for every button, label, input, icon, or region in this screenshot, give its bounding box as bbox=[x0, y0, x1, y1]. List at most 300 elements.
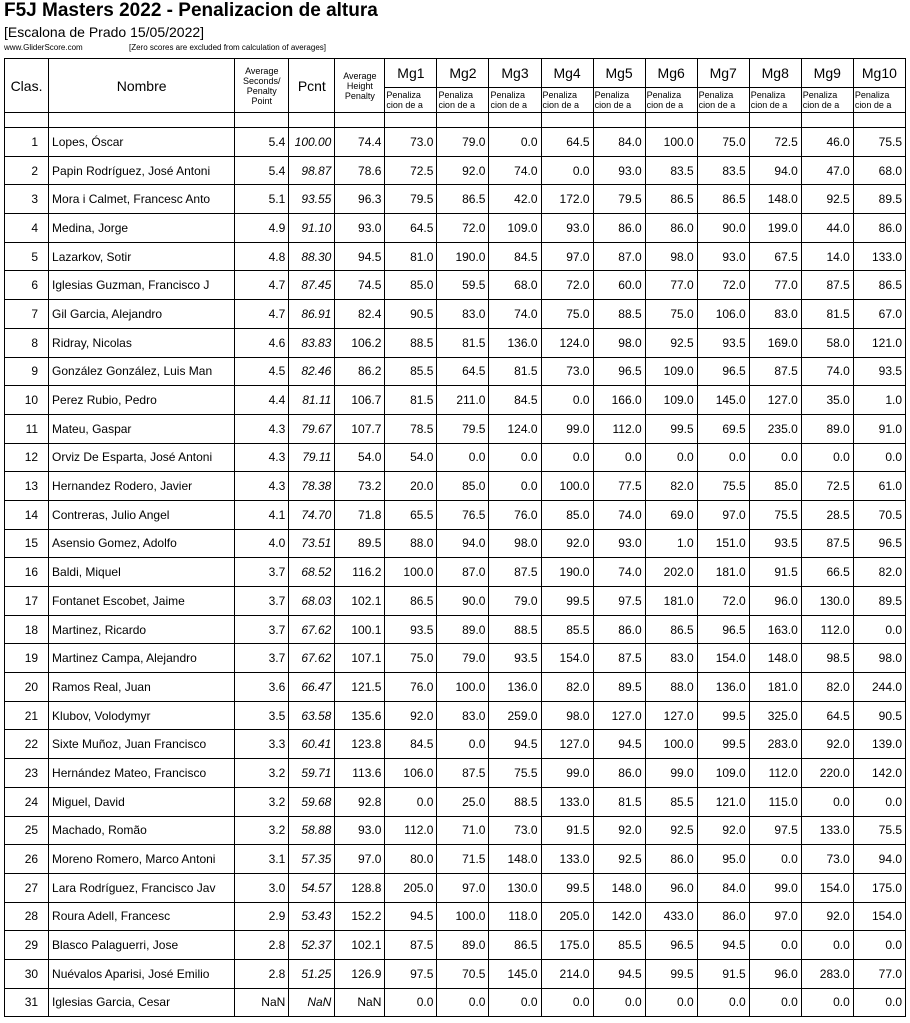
avg-height-cell: 94.5 bbox=[335, 242, 385, 271]
pilot-name-cell: González González, Luis Man bbox=[49, 357, 235, 386]
round-score-cell: 92.0 bbox=[801, 730, 853, 759]
round-score-cell: 68.0 bbox=[489, 271, 541, 300]
round-score-cell: 0.0 bbox=[541, 386, 593, 415]
round-score-cell: 82.0 bbox=[541, 673, 593, 702]
round-score-cell: 96.5 bbox=[697, 615, 749, 644]
round-score-cell: 99.0 bbox=[541, 414, 593, 443]
round-score-cell: 136.0 bbox=[489, 328, 541, 357]
round-score-cell: 100.0 bbox=[645, 730, 697, 759]
pcnt-cell: 82.46 bbox=[289, 357, 335, 386]
avg-seconds-cell: 4.3 bbox=[235, 472, 289, 501]
round-score-cell: 100.0 bbox=[645, 128, 697, 157]
round-score-cell: 86.0 bbox=[697, 902, 749, 931]
round-score-cell: 91.0 bbox=[853, 414, 905, 443]
table-row bbox=[5, 730, 906, 759]
avg-height-cell: 123.8 bbox=[335, 730, 385, 759]
pilot-name-cell: Gil Garcia, Alejandro bbox=[49, 300, 235, 329]
avg-height-cell: 93.0 bbox=[335, 214, 385, 243]
round-score-cell: 91.5 bbox=[541, 816, 593, 845]
rank-cell: 2 bbox=[5, 156, 49, 185]
round-score-cell: 90.5 bbox=[385, 300, 437, 329]
avg-seconds-cell: 4.3 bbox=[235, 414, 289, 443]
spacer-row bbox=[5, 113, 906, 128]
round-score-cell: 73.0 bbox=[489, 816, 541, 845]
round-score-cell: 154.0 bbox=[801, 873, 853, 902]
round-score-cell: 127.0 bbox=[593, 701, 645, 730]
round-score-cell: 0.0 bbox=[385, 787, 437, 816]
avg-seconds-cell: 3.5 bbox=[235, 701, 289, 730]
round-score-cell: 0.0 bbox=[489, 472, 541, 501]
avg-height-cell: 102.1 bbox=[335, 587, 385, 616]
round-score-cell: 211.0 bbox=[437, 386, 489, 415]
round-score-cell: 92.5 bbox=[645, 328, 697, 357]
pilot-name-cell: Hernandez Rodero, Javier bbox=[49, 472, 235, 501]
round-score-cell: 76.0 bbox=[385, 673, 437, 702]
round-score-cell: 96.5 bbox=[645, 931, 697, 960]
round-score-cell: 93.5 bbox=[385, 615, 437, 644]
avg-height-cell: NaN bbox=[335, 988, 385, 1017]
round-score-cell: 46.0 bbox=[801, 128, 853, 157]
pilot-name-cell: Orviz De Esparta, José Antoni bbox=[49, 443, 235, 472]
round-score-cell: 89.5 bbox=[853, 587, 905, 616]
round-score-cell: 148.0 bbox=[489, 845, 541, 874]
round-score-cell: 190.0 bbox=[541, 558, 593, 587]
round-score-cell: 175.0 bbox=[853, 873, 905, 902]
round-score-cell: 85.0 bbox=[437, 472, 489, 501]
avg-seconds-cell: 2.9 bbox=[235, 902, 289, 931]
avg-height-cell: 152.2 bbox=[335, 902, 385, 931]
round-score-cell: 96.5 bbox=[853, 529, 905, 558]
round-score-cell: 175.0 bbox=[541, 931, 593, 960]
table-row bbox=[5, 500, 906, 529]
averages-note: [Zero scores are excluded from calculation of averages] bbox=[129, 43, 326, 52]
rank-cell: 14 bbox=[5, 500, 49, 529]
avg-height-cell: 92.8 bbox=[335, 787, 385, 816]
round-score-cell: 118.0 bbox=[489, 902, 541, 931]
table-row bbox=[5, 816, 906, 845]
pcnt-cell: NaN bbox=[289, 988, 335, 1017]
round-score-cell: 0.0 bbox=[801, 988, 853, 1017]
round-score-cell: 93.5 bbox=[697, 328, 749, 357]
round-score-cell: 127.0 bbox=[749, 386, 801, 415]
pilot-name-cell: Perez Rubio, Pedro bbox=[49, 386, 235, 415]
avg-height-cell: 113.6 bbox=[335, 759, 385, 788]
rank-cell: 18 bbox=[5, 615, 49, 644]
col-round: Mg3 bbox=[489, 59, 541, 88]
round-score-cell: 124.0 bbox=[541, 328, 593, 357]
round-score-cell: 68.0 bbox=[853, 156, 905, 185]
round-score-cell: 85.5 bbox=[541, 615, 593, 644]
rank-cell: 24 bbox=[5, 787, 49, 816]
round-score-cell: 112.0 bbox=[385, 816, 437, 845]
table-row bbox=[5, 587, 906, 616]
round-score-cell: 82.0 bbox=[853, 558, 905, 587]
round-score-cell: 88.0 bbox=[645, 673, 697, 702]
round-score-cell: 88.5 bbox=[593, 300, 645, 329]
avg-seconds-cell: 5.4 bbox=[235, 156, 289, 185]
round-score-cell: 154.0 bbox=[541, 644, 593, 673]
col-round: Mg10 bbox=[853, 59, 905, 88]
round-score-cell: 95.0 bbox=[697, 845, 749, 874]
round-score-cell: 87.5 bbox=[801, 529, 853, 558]
round-score-cell: 14.0 bbox=[801, 242, 853, 271]
round-score-cell: 0.0 bbox=[489, 128, 541, 157]
round-score-cell: 133.0 bbox=[541, 787, 593, 816]
round-score-cell: 69.5 bbox=[697, 414, 749, 443]
table-row bbox=[5, 787, 906, 816]
round-score-cell: 127.0 bbox=[541, 730, 593, 759]
round-score-cell: 98.5 bbox=[801, 644, 853, 673]
round-score-cell: 94.5 bbox=[593, 959, 645, 988]
rank-cell: 6 bbox=[5, 271, 49, 300]
avg-seconds-cell: 2.8 bbox=[235, 931, 289, 960]
round-score-cell: 86.0 bbox=[593, 615, 645, 644]
rank-cell: 19 bbox=[5, 644, 49, 673]
round-score-cell: 74.0 bbox=[489, 300, 541, 329]
round-score-cell: 73.0 bbox=[385, 128, 437, 157]
round-score-cell: 87.5 bbox=[489, 558, 541, 587]
col-round-sub: Penaliza cion de a bbox=[697, 88, 749, 113]
round-score-cell: 86.5 bbox=[489, 931, 541, 960]
round-score-cell: 0.0 bbox=[489, 443, 541, 472]
round-score-cell: 72.0 bbox=[697, 271, 749, 300]
col-nombre: Nombre bbox=[49, 59, 235, 113]
round-score-cell: 79.5 bbox=[593, 185, 645, 214]
col-round-sub: Penaliza cion de a bbox=[489, 88, 541, 113]
round-score-cell: 0.0 bbox=[749, 443, 801, 472]
avg-height-cell: 100.1 bbox=[335, 615, 385, 644]
round-score-cell: 82.0 bbox=[801, 673, 853, 702]
table-row bbox=[5, 701, 906, 730]
round-score-cell: 0.0 bbox=[645, 988, 697, 1017]
round-score-cell: 88.0 bbox=[385, 529, 437, 558]
round-score-cell: 139.0 bbox=[853, 730, 905, 759]
avg-height-cell: 121.5 bbox=[335, 673, 385, 702]
round-score-cell: 83.0 bbox=[437, 300, 489, 329]
round-score-cell: 79.0 bbox=[489, 587, 541, 616]
pilot-name-cell: Machado, Romão bbox=[49, 816, 235, 845]
round-score-cell: 64.5 bbox=[541, 128, 593, 157]
round-score-cell: 99.0 bbox=[541, 759, 593, 788]
round-score-cell: 86.5 bbox=[645, 185, 697, 214]
round-score-cell: 85.0 bbox=[749, 472, 801, 501]
round-score-cell: 79.0 bbox=[437, 128, 489, 157]
avg-height-cell: 86.2 bbox=[335, 357, 385, 386]
table-row bbox=[5, 615, 906, 644]
table-row bbox=[5, 873, 906, 902]
avg-seconds-cell: 2.8 bbox=[235, 959, 289, 988]
rank-cell: 9 bbox=[5, 357, 49, 386]
round-score-cell: 169.0 bbox=[749, 328, 801, 357]
round-score-cell: 86.0 bbox=[853, 214, 905, 243]
round-score-cell: 142.0 bbox=[853, 759, 905, 788]
round-score-cell: 75.5 bbox=[853, 816, 905, 845]
table-row bbox=[5, 443, 906, 472]
round-score-cell: 214.0 bbox=[541, 959, 593, 988]
pilot-name-cell: Nuévalos Aparisi, José Emilio bbox=[49, 959, 235, 988]
col-round-sub: Penaliza cion de a bbox=[801, 88, 853, 113]
round-score-cell: 93.0 bbox=[697, 242, 749, 271]
round-score-cell: 81.5 bbox=[437, 328, 489, 357]
round-score-cell: 76.0 bbox=[489, 500, 541, 529]
round-score-cell: 97.0 bbox=[697, 500, 749, 529]
rank-cell: 11 bbox=[5, 414, 49, 443]
avg-seconds-cell: 4.0 bbox=[235, 529, 289, 558]
round-score-cell: 283.0 bbox=[749, 730, 801, 759]
round-score-cell: 130.0 bbox=[489, 873, 541, 902]
round-score-cell: 85.5 bbox=[385, 357, 437, 386]
round-score-cell: 0.0 bbox=[541, 443, 593, 472]
results-body bbox=[5, 113, 906, 1017]
round-score-cell: 69.0 bbox=[645, 500, 697, 529]
round-score-cell: 86.0 bbox=[645, 845, 697, 874]
round-score-cell: 87.5 bbox=[385, 931, 437, 960]
pcnt-cell: 67.62 bbox=[289, 644, 335, 673]
round-score-cell: 70.5 bbox=[853, 500, 905, 529]
round-score-cell: 0.0 bbox=[801, 787, 853, 816]
round-score-cell: 283.0 bbox=[801, 959, 853, 988]
round-score-cell: 86.0 bbox=[593, 759, 645, 788]
table-row bbox=[5, 357, 906, 386]
round-score-cell: 82.0 bbox=[645, 472, 697, 501]
table-row bbox=[5, 472, 906, 501]
round-score-cell: 99.5 bbox=[541, 873, 593, 902]
pcnt-cell: 66.47 bbox=[289, 673, 335, 702]
round-score-cell: 97.5 bbox=[385, 959, 437, 988]
round-score-cell: 325.0 bbox=[749, 701, 801, 730]
round-score-cell: 97.5 bbox=[749, 816, 801, 845]
avg-seconds-cell: 3.3 bbox=[235, 730, 289, 759]
pcnt-cell: 79.11 bbox=[289, 443, 335, 472]
round-score-cell: 96.5 bbox=[593, 357, 645, 386]
round-score-cell: 93.5 bbox=[853, 357, 905, 386]
rank-cell: 7 bbox=[5, 300, 49, 329]
round-score-cell: 1.0 bbox=[645, 529, 697, 558]
round-score-cell: 96.0 bbox=[749, 959, 801, 988]
round-score-cell: 0.0 bbox=[749, 988, 801, 1017]
page-title: F5J Masters 2022 - Penalizacion de altura bbox=[4, 0, 378, 21]
round-score-cell: 97.0 bbox=[749, 902, 801, 931]
avg-seconds-cell: 3.7 bbox=[235, 587, 289, 616]
round-score-cell: 92.0 bbox=[437, 156, 489, 185]
avg-seconds-cell: NaN bbox=[235, 988, 289, 1017]
avg-height-cell: 89.5 bbox=[335, 529, 385, 558]
round-score-cell: 0.0 bbox=[593, 443, 645, 472]
avg-seconds-cell: 4.1 bbox=[235, 500, 289, 529]
round-score-cell: 0.0 bbox=[853, 787, 905, 816]
avg-seconds-cell: 4.9 bbox=[235, 214, 289, 243]
round-score-cell: 99.5 bbox=[541, 587, 593, 616]
round-score-cell: 99.0 bbox=[749, 873, 801, 902]
avg-height-cell: 126.9 bbox=[335, 959, 385, 988]
round-score-cell: 205.0 bbox=[385, 873, 437, 902]
pilot-name-cell: Roura Adell, Francesc bbox=[49, 902, 235, 931]
avg-seconds-cell: 4.7 bbox=[235, 271, 289, 300]
table-row bbox=[5, 673, 906, 702]
round-score-cell: 73.0 bbox=[801, 845, 853, 874]
round-score-cell: 0.0 bbox=[593, 988, 645, 1017]
pilot-name-cell: Klubov, Volodymyr bbox=[49, 701, 235, 730]
round-score-cell: 112.0 bbox=[749, 759, 801, 788]
avg-height-cell: 54.0 bbox=[335, 443, 385, 472]
round-score-cell: 94.5 bbox=[385, 902, 437, 931]
avg-seconds-cell: 3.7 bbox=[235, 558, 289, 587]
rank-cell: 28 bbox=[5, 902, 49, 931]
table-row bbox=[5, 242, 906, 271]
table-row bbox=[5, 386, 906, 415]
round-score-cell: 75.5 bbox=[489, 759, 541, 788]
round-score-cell: 47.0 bbox=[801, 156, 853, 185]
pilot-name-cell: Iglesias Garcia, Cesar bbox=[49, 988, 235, 1017]
round-score-cell: 25.0 bbox=[437, 787, 489, 816]
round-score-cell: 83.0 bbox=[645, 644, 697, 673]
table-row bbox=[5, 414, 906, 443]
avg-seconds-cell: 4.8 bbox=[235, 242, 289, 271]
round-score-cell: 205.0 bbox=[541, 902, 593, 931]
round-score-cell: 148.0 bbox=[593, 873, 645, 902]
round-score-cell: 89.0 bbox=[437, 615, 489, 644]
round-score-cell: 181.0 bbox=[749, 673, 801, 702]
pilot-name-cell: Lazarkov, Sotir bbox=[49, 242, 235, 271]
round-score-cell: 154.0 bbox=[853, 902, 905, 931]
round-score-cell: 166.0 bbox=[593, 386, 645, 415]
avg-seconds-cell: 4.3 bbox=[235, 443, 289, 472]
rank-cell: 15 bbox=[5, 529, 49, 558]
pilot-name-cell: Moreno Romero, Marco Antoni bbox=[49, 845, 235, 874]
rank-cell: 3 bbox=[5, 185, 49, 214]
avg-height-cell: 96.3 bbox=[335, 185, 385, 214]
pcnt-cell: 59.71 bbox=[289, 759, 335, 788]
round-score-cell: 86.5 bbox=[645, 615, 697, 644]
pcnt-cell: 79.67 bbox=[289, 414, 335, 443]
round-score-cell: 85.5 bbox=[593, 931, 645, 960]
round-score-cell: 74.0 bbox=[593, 558, 645, 587]
round-score-cell: 44.0 bbox=[801, 214, 853, 243]
col-avg-height: Average Height Penalty bbox=[335, 59, 385, 113]
round-score-cell: 67.0 bbox=[853, 300, 905, 329]
avg-height-cell: 106.7 bbox=[335, 386, 385, 415]
round-score-cell: 74.0 bbox=[801, 357, 853, 386]
round-score-cell: 100.0 bbox=[385, 558, 437, 587]
pilot-name-cell: Hernández Mateo, Francisco bbox=[49, 759, 235, 788]
round-score-cell: 72.0 bbox=[541, 271, 593, 300]
col-avg-seconds: Average Seconds/ Penalty Point bbox=[235, 59, 289, 113]
round-score-cell: 81.5 bbox=[593, 787, 645, 816]
round-score-cell: 112.0 bbox=[593, 414, 645, 443]
table-row bbox=[5, 931, 906, 960]
round-score-cell: 89.5 bbox=[853, 185, 905, 214]
col-round-sub: Penaliza cion de a bbox=[541, 88, 593, 113]
round-score-cell: 87.5 bbox=[749, 357, 801, 386]
round-score-cell: 64.5 bbox=[385, 214, 437, 243]
round-score-cell: 99.5 bbox=[645, 414, 697, 443]
round-score-cell: 91.5 bbox=[749, 558, 801, 587]
round-score-cell: 0.0 bbox=[853, 931, 905, 960]
rank-cell: 31 bbox=[5, 988, 49, 1017]
rank-cell: 26 bbox=[5, 845, 49, 874]
col-round: Mg8 bbox=[749, 59, 801, 88]
round-score-cell: 0.0 bbox=[489, 988, 541, 1017]
round-score-cell: 67.5 bbox=[749, 242, 801, 271]
avg-seconds-cell: 4.7 bbox=[235, 300, 289, 329]
round-score-cell: 75.5 bbox=[697, 472, 749, 501]
avg-height-cell: 78.6 bbox=[335, 156, 385, 185]
rank-cell: 29 bbox=[5, 931, 49, 960]
rank-cell: 30 bbox=[5, 959, 49, 988]
pilot-name-cell: Papin Rodríguez, José Antoni bbox=[49, 156, 235, 185]
avg-height-cell: 74.5 bbox=[335, 271, 385, 300]
round-score-cell: 127.0 bbox=[645, 701, 697, 730]
round-score-cell: 77.5 bbox=[593, 472, 645, 501]
round-score-cell: 78.5 bbox=[385, 414, 437, 443]
round-score-cell: 98.0 bbox=[593, 328, 645, 357]
table-row bbox=[5, 185, 906, 214]
col-round-sub: Penaliza cion de a bbox=[749, 88, 801, 113]
avg-seconds-cell: 5.4 bbox=[235, 128, 289, 157]
pilot-name-cell: Lara Rodríguez, Francisco Jav bbox=[49, 873, 235, 902]
round-score-cell: 148.0 bbox=[749, 185, 801, 214]
col-round: Mg7 bbox=[697, 59, 749, 88]
pcnt-cell: 83.83 bbox=[289, 328, 335, 357]
round-score-cell: 109.0 bbox=[645, 386, 697, 415]
round-score-cell: 72.5 bbox=[385, 156, 437, 185]
round-score-cell: 91.5 bbox=[697, 959, 749, 988]
avg-seconds-cell: 4.6 bbox=[235, 328, 289, 357]
pcnt-cell: 63.58 bbox=[289, 701, 335, 730]
round-score-cell: 59.5 bbox=[437, 271, 489, 300]
round-score-cell: 87.5 bbox=[593, 644, 645, 673]
round-score-cell: 121.0 bbox=[853, 328, 905, 357]
round-score-cell: 99.5 bbox=[645, 959, 697, 988]
round-score-cell: 76.5 bbox=[437, 500, 489, 529]
table-row bbox=[5, 529, 906, 558]
round-score-cell: 97.5 bbox=[593, 587, 645, 616]
avg-seconds-cell: 5.1 bbox=[235, 185, 289, 214]
rank-cell: 13 bbox=[5, 472, 49, 501]
round-score-cell: 92.0 bbox=[801, 902, 853, 931]
avg-seconds-cell: 3.7 bbox=[235, 615, 289, 644]
avg-height-cell: 116.2 bbox=[335, 558, 385, 587]
round-score-cell: 86.5 bbox=[437, 185, 489, 214]
pcnt-cell: 93.55 bbox=[289, 185, 335, 214]
round-score-cell: 93.0 bbox=[593, 529, 645, 558]
round-score-cell: 35.0 bbox=[801, 386, 853, 415]
event-subtitle: [Escalona de Prado 15/05/2022] bbox=[4, 24, 205, 40]
round-score-cell: 99.5 bbox=[697, 701, 749, 730]
pilot-name-cell: Martinez, Ricardo bbox=[49, 615, 235, 644]
round-score-cell: 0.0 bbox=[801, 443, 853, 472]
round-score-cell: 100.0 bbox=[541, 472, 593, 501]
rank-cell: 27 bbox=[5, 873, 49, 902]
avg-seconds-cell: 4.5 bbox=[235, 357, 289, 386]
round-score-cell: 100.0 bbox=[437, 902, 489, 931]
col-round: Mg5 bbox=[593, 59, 645, 88]
round-score-cell: 71.0 bbox=[437, 816, 489, 845]
pcnt-cell: 53.43 bbox=[289, 902, 335, 931]
round-score-cell: 106.0 bbox=[385, 759, 437, 788]
round-score-cell: 75.0 bbox=[645, 300, 697, 329]
rank-cell: 16 bbox=[5, 558, 49, 587]
table-row bbox=[5, 558, 906, 587]
rank-cell: 25 bbox=[5, 816, 49, 845]
col-round: Mg1 bbox=[385, 59, 437, 88]
round-score-cell: 259.0 bbox=[489, 701, 541, 730]
rank-cell: 8 bbox=[5, 328, 49, 357]
round-score-cell: 0.0 bbox=[697, 443, 749, 472]
rank-cell: 12 bbox=[5, 443, 49, 472]
avg-seconds-cell: 3.2 bbox=[235, 759, 289, 788]
round-score-cell: 0.0 bbox=[853, 615, 905, 644]
